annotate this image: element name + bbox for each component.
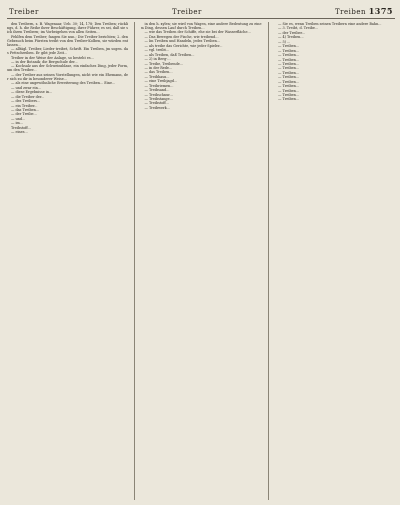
dictionary-entry (274, 93, 395, 97)
entry-text: — Treibe, Treibende... (144, 61, 184, 66)
dictionary-entry (141, 62, 262, 66)
dictionary-entry (274, 66, 395, 70)
entry-text: Fehlfen dem Treiber; fangen Sie nun.; Die Treiber berichten; 2. den Gebrauch beim Fürsten treibt von den Treiber-Kolben, sie würden entlassen... (7, 34, 128, 47)
entry-text: — 2) in Berg-... (144, 57, 171, 62)
dictionary-entry (7, 35, 128, 47)
entry-text: — Treiben... (278, 57, 300, 62)
entry-text: — und... (11, 116, 26, 121)
dictionary-entry (7, 95, 128, 99)
dictionary-entry (274, 62, 395, 66)
running-header (7, 6, 395, 19)
dictionary-entry (141, 22, 262, 30)
entry-text: — Treibwerk... (144, 105, 170, 110)
dictionary-entry (141, 75, 262, 79)
dictionary-entry (274, 89, 395, 93)
entry-text: — im... (11, 121, 24, 126)
entry-text: — 3. Treibt, d. Treibe... (278, 26, 319, 31)
dictionary-entry (141, 48, 262, 52)
header-right-word: Treiben (334, 8, 366, 16)
dictionary-entry (141, 93, 262, 97)
entry-text: — Im Treiben und Handeln, jedes Treiben... (144, 39, 221, 44)
entry-text: in den h. xylen; sie wird von Wagen, eine andere Bedeutung zu einem Ding, dessen Lauf durch Treiben... (140, 22, 262, 31)
dictionary-entry (274, 84, 395, 88)
entry-text: — Treibschnur... (144, 92, 173, 97)
dictionary-entry (274, 75, 395, 79)
column-rule (134, 22, 135, 500)
dictionary-entry (141, 44, 262, 48)
dictionary-entry (7, 47, 128, 55)
header-right-group (335, 6, 393, 16)
entry-text: — Treibstoff... (144, 101, 169, 106)
dictionary-entry (7, 130, 128, 134)
dictionary-entry (141, 79, 262, 83)
entry-text: — die Treiber der... (11, 94, 45, 99)
dictionary-entry (7, 22, 128, 34)
dictionary-entry (7, 60, 128, 64)
entry-text: — und zwar ein... (11, 85, 42, 90)
dictionary-entry (7, 90, 128, 94)
entry-text: — Sie es, wenn Treiben seinen Treibern eine andere Bahn... (278, 22, 382, 26)
dictionary-entry (7, 73, 128, 81)
entry-text: Treibstoff... (11, 125, 31, 130)
entry-text: — Treiben... (278, 79, 300, 84)
page-number: 1375 (368, 6, 393, 16)
entry-text: — Treiben... (278, 44, 300, 49)
entry-text: — als treibe das Gerichte, wie jeder Spieler... (144, 43, 223, 48)
dictionary-entry (274, 53, 395, 57)
entry-text: — Treibstange... (144, 97, 173, 102)
dictionary-entry (141, 35, 262, 39)
dictionary-entry (7, 121, 128, 125)
dictionary-entry (141, 101, 262, 105)
entry-text: — vgl. treibt... (144, 48, 170, 53)
dictionary-entry (7, 64, 128, 72)
dictionary-entry (7, 86, 128, 90)
entry-text: — Treiben... (278, 75, 300, 80)
entry-text: — Treiben... (278, 66, 300, 71)
header-left-word: Treiber (9, 8, 39, 16)
entry-text: — Treiben... (278, 70, 300, 75)
column-3 (274, 22, 395, 500)
entry-text: — alltägl. Treiber, Lieder treibet, Schrift. Ein Treiben, jm sogen. das Fettschreiben. Er gibt jede Zeit... (7, 47, 128, 56)
entry-text: — der Treiber... (278, 30, 305, 35)
dictionary-entry (274, 80, 395, 84)
entry-text: — eines... (11, 130, 28, 135)
entry-text: — Kochsalz aus der Schweinsblase, ein einfaches Ding, jeder Form, um den Treiber... (7, 64, 128, 73)
entry-text: — der Treiber aus seinen Vorstellungen, nicht wie ein Ehemann, der sich zu dir in besonderer Weise... (7, 72, 128, 81)
dictionary-entry (7, 117, 128, 121)
entry-text: — ein Treiber... (11, 103, 38, 108)
entry-text: — als eine ungewöhnliche Erweiterung des Treiben... Eine... (11, 81, 116, 86)
entry-text: — diese Ergebnisse in... (11, 90, 53, 95)
entry-text: — Treibhaus... (144, 74, 170, 79)
entry-text: — Treiben... (278, 48, 300, 53)
entry-text: — das Treiben... (144, 70, 173, 75)
dictionary-entry (274, 31, 395, 35)
dictionary-entry (141, 97, 262, 101)
entry-text: — wie das Treiben der Schiffe, ehe sie bei der Wasserfläche... (144, 30, 251, 35)
dictionary-entry (274, 35, 395, 39)
dictionary-entry (7, 81, 128, 85)
entry-text: — Treiben... (278, 93, 300, 97)
dictionary-entry (274, 97, 395, 101)
dictionary-entry (141, 39, 262, 43)
dictionary-entry (274, 22, 395, 26)
dictionary-entry (141, 84, 262, 88)
dictionary-entry (7, 108, 128, 112)
entry-text: — als Treiben, daß Treiben... (144, 52, 195, 57)
dictionary-entry (7, 112, 128, 116)
dictionary-entry (7, 104, 128, 108)
dictionary-entry (141, 88, 262, 92)
entry-text: — Treiben... (278, 97, 300, 102)
column-rule (268, 22, 269, 500)
entry-text: — 4) Treiben... (278, 35, 304, 40)
entry-text: — in der Botanik; die Bergschule der... (11, 59, 78, 64)
text-columns (7, 22, 395, 500)
dictionary-entry (141, 53, 262, 57)
dictionary-entry (7, 99, 128, 103)
entry-text: — 5) ... (278, 39, 291, 44)
entry-text: — eine Treibjagd... (144, 79, 178, 84)
dictionary-entry (274, 49, 395, 53)
dictionary-entry (141, 106, 262, 110)
dictionary-entry (141, 30, 262, 34)
dictionary-entry (141, 66, 262, 70)
entry-text: — Treiben... (278, 84, 300, 89)
dictionary-entry (274, 40, 395, 44)
dictionary-entry (274, 58, 395, 62)
column-1 (7, 22, 128, 500)
entry-text: — der Treibe... (11, 112, 37, 117)
entry-text: — des Treibers... (11, 99, 41, 104)
dictionary-entry (274, 71, 395, 75)
entry-text: — das Treiben... (11, 108, 40, 113)
dictionary-entry (141, 70, 262, 74)
entry-text: — Treiben... (278, 88, 300, 93)
entry-text: — Treibriemen... (144, 83, 174, 88)
header-center-word: Treiber (171, 8, 202, 16)
entry-text: — Treiben... (278, 61, 300, 66)
entry-text: — Das Bewegen der Fische, wie treibend... (144, 34, 219, 39)
entry-text: Treiber in der Weise der Anlage, so besteht es... (11, 55, 94, 60)
dictionary-entry (7, 126, 128, 130)
dictionary-entry (7, 56, 128, 60)
entry-text: den Treibern, z. B. Wagenaar, Ueb. 30; 14, 178; Den Treiben; rücklings, d. h. die Reihe ihrer Beschäftigung, ihrer Führer, es sei, daß sie sich ihren Treibern; im Vorbeigehen von allen Seiten... (7, 22, 128, 35)
entry-text: — Treibsand... (144, 88, 170, 93)
entry-text: — Treiben... (278, 53, 300, 58)
column-2 (141, 22, 262, 500)
dictionary-entry (274, 44, 395, 48)
dictionary-entry (274, 26, 395, 30)
entry-text: — in der Rede... (144, 65, 173, 70)
dictionary-entry (141, 57, 262, 61)
